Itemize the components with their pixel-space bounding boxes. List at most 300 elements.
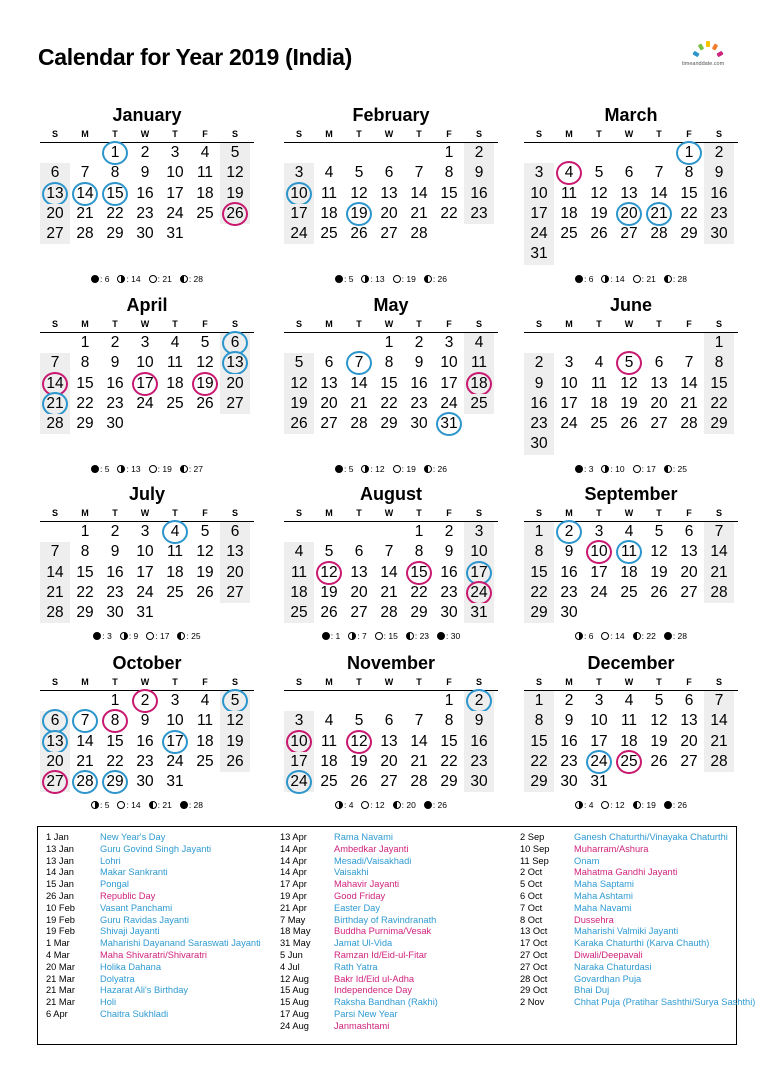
day-cell[interactable] (220, 583, 250, 603)
day-cell[interactable] (404, 711, 434, 731)
day-cell[interactable] (434, 353, 464, 373)
day-cell[interactable] (130, 224, 160, 244)
day-cell[interactable] (40, 374, 70, 394)
day-cell[interactable] (434, 204, 464, 224)
day-cell[interactable] (464, 583, 494, 603)
day-cell[interactable] (344, 583, 374, 603)
day-cell[interactable] (404, 732, 434, 752)
day-cell[interactable] (344, 542, 374, 562)
day-cell[interactable] (284, 394, 314, 414)
day-cell[interactable] (674, 691, 704, 711)
day-cell[interactable] (434, 732, 464, 752)
day-cell[interactable] (644, 711, 674, 731)
day-cell[interactable] (100, 711, 130, 731)
day-cell[interactable] (584, 394, 614, 414)
day-cell[interactable] (524, 244, 554, 264)
day-cell[interactable] (314, 603, 344, 623)
day-cell[interactable] (130, 752, 160, 772)
day-cell[interactable] (464, 333, 494, 353)
day-cell[interactable] (314, 563, 344, 583)
day-cell[interactable] (464, 603, 494, 623)
day-cell[interactable] (524, 374, 554, 394)
day-cell[interactable] (704, 732, 734, 752)
day-cell[interactable] (674, 542, 704, 562)
day-cell[interactable] (190, 353, 220, 373)
day-cell[interactable] (434, 583, 464, 603)
day-cell[interactable] (190, 374, 220, 394)
day-cell[interactable] (704, 333, 734, 353)
day-cell[interactable] (584, 374, 614, 394)
day-cell[interactable] (220, 353, 250, 373)
day-cell[interactable] (704, 143, 734, 163)
day-cell[interactable] (130, 522, 160, 542)
day-cell[interactable] (704, 414, 734, 434)
day-cell[interactable] (130, 691, 160, 711)
day-cell[interactable] (344, 563, 374, 583)
day-cell[interactable] (344, 163, 374, 183)
day-cell[interactable] (130, 563, 160, 583)
day-cell[interactable] (404, 603, 434, 623)
day-cell[interactable] (70, 374, 100, 394)
day-cell[interactable] (674, 184, 704, 204)
day-cell[interactable] (404, 542, 434, 562)
day-cell[interactable] (344, 752, 374, 772)
day-cell[interactable] (130, 333, 160, 353)
day-cell[interactable] (190, 563, 220, 583)
day-cell[interactable] (524, 204, 554, 224)
day-cell[interactable] (434, 143, 464, 163)
day-cell[interactable] (100, 583, 130, 603)
day-cell[interactable] (464, 394, 494, 414)
day-cell[interactable] (160, 184, 190, 204)
day-cell[interactable] (314, 184, 344, 204)
day-cell[interactable] (284, 184, 314, 204)
day-cell[interactable] (554, 522, 584, 542)
day-cell[interactable] (70, 711, 100, 731)
day-cell[interactable] (220, 333, 250, 353)
day-cell[interactable] (220, 691, 250, 711)
day-cell[interactable] (524, 184, 554, 204)
day-cell[interactable] (614, 204, 644, 224)
day-cell[interactable] (374, 394, 404, 414)
day-cell[interactable] (644, 184, 674, 204)
day-cell[interactable] (220, 563, 250, 583)
day-cell[interactable] (70, 414, 100, 434)
day-cell[interactable] (100, 691, 130, 711)
day-cell[interactable] (190, 732, 220, 752)
day-cell[interactable] (704, 542, 734, 562)
day-cell[interactable] (644, 563, 674, 583)
day-cell[interactable] (524, 434, 554, 454)
day-cell[interactable] (314, 414, 344, 434)
day-cell[interactable] (554, 374, 584, 394)
day-cell[interactable] (100, 732, 130, 752)
day-cell[interactable] (464, 204, 494, 224)
day-cell[interactable] (404, 184, 434, 204)
day-cell[interactable] (130, 542, 160, 562)
day-cell[interactable] (464, 143, 494, 163)
day-cell[interactable] (190, 333, 220, 353)
day-cell[interactable] (404, 353, 434, 373)
day-cell[interactable] (434, 563, 464, 583)
day-cell[interactable] (284, 752, 314, 772)
day-cell[interactable] (374, 752, 404, 772)
day-cell[interactable] (704, 563, 734, 583)
day-cell[interactable] (674, 353, 704, 373)
day-cell[interactable] (130, 603, 160, 623)
day-cell[interactable] (524, 583, 554, 603)
day-cell[interactable] (434, 333, 464, 353)
day-cell[interactable] (704, 374, 734, 394)
day-cell[interactable] (40, 563, 70, 583)
day-cell[interactable] (584, 542, 614, 562)
day-cell[interactable] (284, 204, 314, 224)
day-cell[interactable] (344, 353, 374, 373)
day-cell[interactable] (464, 542, 494, 562)
day-cell[interactable] (584, 583, 614, 603)
day-cell[interactable] (524, 563, 554, 583)
day-cell[interactable] (554, 224, 584, 244)
day-cell[interactable] (614, 374, 644, 394)
day-cell[interactable] (554, 711, 584, 731)
day-cell[interactable] (404, 414, 434, 434)
day-cell[interactable] (314, 374, 344, 394)
day-cell[interactable] (374, 333, 404, 353)
day-cell[interactable] (374, 563, 404, 583)
day-cell[interactable] (554, 752, 584, 772)
day-cell[interactable] (100, 204, 130, 224)
day-cell[interactable] (344, 732, 374, 752)
day-cell[interactable] (554, 184, 584, 204)
day-cell[interactable] (524, 224, 554, 244)
day-cell[interactable] (40, 224, 70, 244)
day-cell[interactable] (100, 522, 130, 542)
day-cell[interactable] (434, 603, 464, 623)
day-cell[interactable] (524, 772, 554, 792)
day-cell[interactable] (190, 752, 220, 772)
day-cell[interactable] (70, 583, 100, 603)
day-cell[interactable] (704, 522, 734, 542)
day-cell[interactable] (584, 691, 614, 711)
day-cell[interactable] (374, 414, 404, 434)
day-cell[interactable] (100, 374, 130, 394)
day-cell[interactable] (130, 732, 160, 752)
day-cell[interactable] (674, 522, 704, 542)
day-cell[interactable] (70, 522, 100, 542)
day-cell[interactable] (614, 163, 644, 183)
day-cell[interactable] (40, 583, 70, 603)
day-cell[interactable] (404, 563, 434, 583)
day-cell[interactable] (374, 204, 404, 224)
day-cell[interactable] (614, 394, 644, 414)
day-cell[interactable] (130, 204, 160, 224)
day-cell[interactable] (524, 752, 554, 772)
day-cell[interactable] (70, 224, 100, 244)
day-cell[interactable] (100, 563, 130, 583)
day-cell[interactable] (344, 772, 374, 792)
day-cell[interactable] (614, 583, 644, 603)
day-cell[interactable] (464, 522, 494, 542)
day-cell[interactable] (374, 184, 404, 204)
day-cell[interactable] (284, 224, 314, 244)
day-cell[interactable] (220, 522, 250, 542)
day-cell[interactable] (284, 163, 314, 183)
day-cell[interactable] (584, 204, 614, 224)
day-cell[interactable] (190, 163, 220, 183)
day-cell[interactable] (314, 204, 344, 224)
day-cell[interactable] (40, 772, 70, 792)
day-cell[interactable] (584, 414, 614, 434)
day-cell[interactable] (464, 353, 494, 373)
day-cell[interactable] (160, 542, 190, 562)
day-cell[interactable] (100, 224, 130, 244)
day-cell[interactable] (644, 732, 674, 752)
day-cell[interactable] (70, 163, 100, 183)
day-cell[interactable] (160, 143, 190, 163)
day-cell[interactable] (674, 163, 704, 183)
day-cell[interactable] (160, 691, 190, 711)
day-cell[interactable] (464, 711, 494, 731)
day-cell[interactable] (374, 603, 404, 623)
day-cell[interactable] (70, 394, 100, 414)
day-cell[interactable] (284, 414, 314, 434)
day-cell[interactable] (160, 374, 190, 394)
day-cell[interactable] (614, 542, 644, 562)
day-cell[interactable] (130, 374, 160, 394)
day-cell[interactable] (524, 542, 554, 562)
day-cell[interactable] (284, 732, 314, 752)
day-cell[interactable] (284, 711, 314, 731)
day-cell[interactable] (374, 163, 404, 183)
day-cell[interactable] (100, 143, 130, 163)
day-cell[interactable] (130, 394, 160, 414)
day-cell[interactable] (70, 333, 100, 353)
day-cell[interactable] (434, 394, 464, 414)
day-cell[interactable] (314, 353, 344, 373)
day-cell[interactable] (404, 333, 434, 353)
day-cell[interactable] (674, 394, 704, 414)
day-cell[interactable] (100, 752, 130, 772)
day-cell[interactable] (70, 542, 100, 562)
day-cell[interactable] (464, 184, 494, 204)
day-cell[interactable] (284, 772, 314, 792)
day-cell[interactable] (70, 752, 100, 772)
day-cell[interactable] (674, 414, 704, 434)
day-cell[interactable] (40, 542, 70, 562)
day-cell[interactable] (344, 184, 374, 204)
day-cell[interactable] (524, 732, 554, 752)
day-cell[interactable] (70, 353, 100, 373)
day-cell[interactable] (130, 184, 160, 204)
day-cell[interactable] (584, 353, 614, 373)
day-cell[interactable] (190, 394, 220, 414)
day-cell[interactable] (434, 752, 464, 772)
day-cell[interactable] (160, 353, 190, 373)
day-cell[interactable] (344, 711, 374, 731)
day-cell[interactable] (374, 374, 404, 394)
day-cell[interactable] (374, 542, 404, 562)
day-cell[interactable] (314, 542, 344, 562)
day-cell[interactable] (374, 353, 404, 373)
day-cell[interactable] (374, 583, 404, 603)
day-cell[interactable] (644, 224, 674, 244)
day-cell[interactable] (554, 732, 584, 752)
day-cell[interactable] (674, 224, 704, 244)
day-cell[interactable] (404, 522, 434, 542)
day-cell[interactable] (464, 563, 494, 583)
day-cell[interactable] (584, 752, 614, 772)
day-cell[interactable] (130, 353, 160, 373)
day-cell[interactable] (70, 563, 100, 583)
day-cell[interactable] (644, 394, 674, 414)
day-cell[interactable] (100, 414, 130, 434)
day-cell[interactable] (284, 583, 314, 603)
day-cell[interactable] (190, 522, 220, 542)
day-cell[interactable] (374, 224, 404, 244)
day-cell[interactable] (704, 691, 734, 711)
day-cell[interactable] (40, 204, 70, 224)
day-cell[interactable] (344, 374, 374, 394)
day-cell[interactable] (584, 522, 614, 542)
day-cell[interactable] (40, 752, 70, 772)
day-cell[interactable] (464, 772, 494, 792)
day-cell[interactable] (584, 772, 614, 792)
day-cell[interactable] (344, 224, 374, 244)
day-cell[interactable] (554, 583, 584, 603)
day-cell[interactable] (70, 184, 100, 204)
day-cell[interactable] (314, 394, 344, 414)
day-cell[interactable] (404, 204, 434, 224)
day-cell[interactable] (100, 163, 130, 183)
day-cell[interactable] (434, 522, 464, 542)
day-cell[interactable] (614, 414, 644, 434)
day-cell[interactable] (644, 163, 674, 183)
day-cell[interactable] (584, 732, 614, 752)
day-cell[interactable] (434, 374, 464, 394)
day-cell[interactable] (644, 583, 674, 603)
day-cell[interactable] (404, 163, 434, 183)
day-cell[interactable] (314, 163, 344, 183)
day-cell[interactable] (614, 711, 644, 731)
day-cell[interactable] (404, 752, 434, 772)
day-cell[interactable] (70, 204, 100, 224)
day-cell[interactable] (190, 542, 220, 562)
day-cell[interactable] (704, 184, 734, 204)
day-cell[interactable] (220, 711, 250, 731)
day-cell[interactable] (220, 163, 250, 183)
day-cell[interactable] (614, 752, 644, 772)
day-cell[interactable] (40, 353, 70, 373)
day-cell[interactable] (644, 691, 674, 711)
day-cell[interactable] (704, 752, 734, 772)
day-cell[interactable] (614, 732, 644, 752)
day-cell[interactable] (374, 772, 404, 792)
day-cell[interactable] (554, 603, 584, 623)
day-cell[interactable] (160, 752, 190, 772)
day-cell[interactable] (160, 563, 190, 583)
day-cell[interactable] (100, 184, 130, 204)
day-cell[interactable] (524, 353, 554, 373)
day-cell[interactable] (644, 353, 674, 373)
day-cell[interactable] (434, 414, 464, 434)
day-cell[interactable] (100, 333, 130, 353)
day-cell[interactable] (674, 563, 704, 583)
day-cell[interactable] (704, 224, 734, 244)
day-cell[interactable] (404, 772, 434, 792)
day-cell[interactable] (284, 353, 314, 373)
day-cell[interactable] (190, 691, 220, 711)
day-cell[interactable] (404, 224, 434, 244)
day-cell[interactable] (160, 583, 190, 603)
day-cell[interactable] (644, 752, 674, 772)
day-cell[interactable] (464, 732, 494, 752)
day-cell[interactable] (220, 204, 250, 224)
day-cell[interactable] (284, 374, 314, 394)
day-cell[interactable] (344, 394, 374, 414)
day-cell[interactable] (554, 204, 584, 224)
day-cell[interactable] (674, 204, 704, 224)
day-cell[interactable] (284, 603, 314, 623)
day-cell[interactable] (674, 711, 704, 731)
day-cell[interactable] (554, 353, 584, 373)
day-cell[interactable] (644, 542, 674, 562)
day-cell[interactable] (40, 394, 70, 414)
day-cell[interactable] (554, 163, 584, 183)
day-cell[interactable] (524, 603, 554, 623)
day-cell[interactable] (100, 603, 130, 623)
day-cell[interactable] (554, 414, 584, 434)
day-cell[interactable] (160, 522, 190, 542)
day-cell[interactable] (434, 542, 464, 562)
day-cell[interactable] (344, 414, 374, 434)
day-cell[interactable] (644, 374, 674, 394)
day-cell[interactable] (190, 184, 220, 204)
day-cell[interactable] (674, 143, 704, 163)
day-cell[interactable] (404, 394, 434, 414)
day-cell[interactable] (614, 691, 644, 711)
day-cell[interactable] (160, 711, 190, 731)
day-cell[interactable] (40, 711, 70, 731)
day-cell[interactable] (524, 691, 554, 711)
day-cell[interactable] (160, 224, 190, 244)
day-cell[interactable] (524, 414, 554, 434)
day-cell[interactable] (314, 752, 344, 772)
day-cell[interactable] (130, 711, 160, 731)
day-cell[interactable] (404, 374, 434, 394)
day-cell[interactable] (644, 414, 674, 434)
day-cell[interactable] (644, 522, 674, 542)
day-cell[interactable] (554, 691, 584, 711)
day-cell[interactable] (40, 603, 70, 623)
day-cell[interactable] (614, 353, 644, 373)
day-cell[interactable] (220, 143, 250, 163)
day-cell[interactable] (344, 204, 374, 224)
day-cell[interactable] (160, 163, 190, 183)
day-cell[interactable] (130, 143, 160, 163)
timeanddate-logo[interactable] (680, 40, 736, 72)
day-cell[interactable] (284, 542, 314, 562)
day-cell[interactable] (614, 184, 644, 204)
day-cell[interactable] (554, 542, 584, 562)
day-cell[interactable] (674, 752, 704, 772)
day-cell[interactable] (314, 711, 344, 731)
day-cell[interactable] (704, 163, 734, 183)
day-cell[interactable] (704, 394, 734, 414)
day-cell[interactable] (160, 394, 190, 414)
day-cell[interactable] (584, 184, 614, 204)
day-cell[interactable] (704, 204, 734, 224)
day-cell[interactable] (524, 163, 554, 183)
